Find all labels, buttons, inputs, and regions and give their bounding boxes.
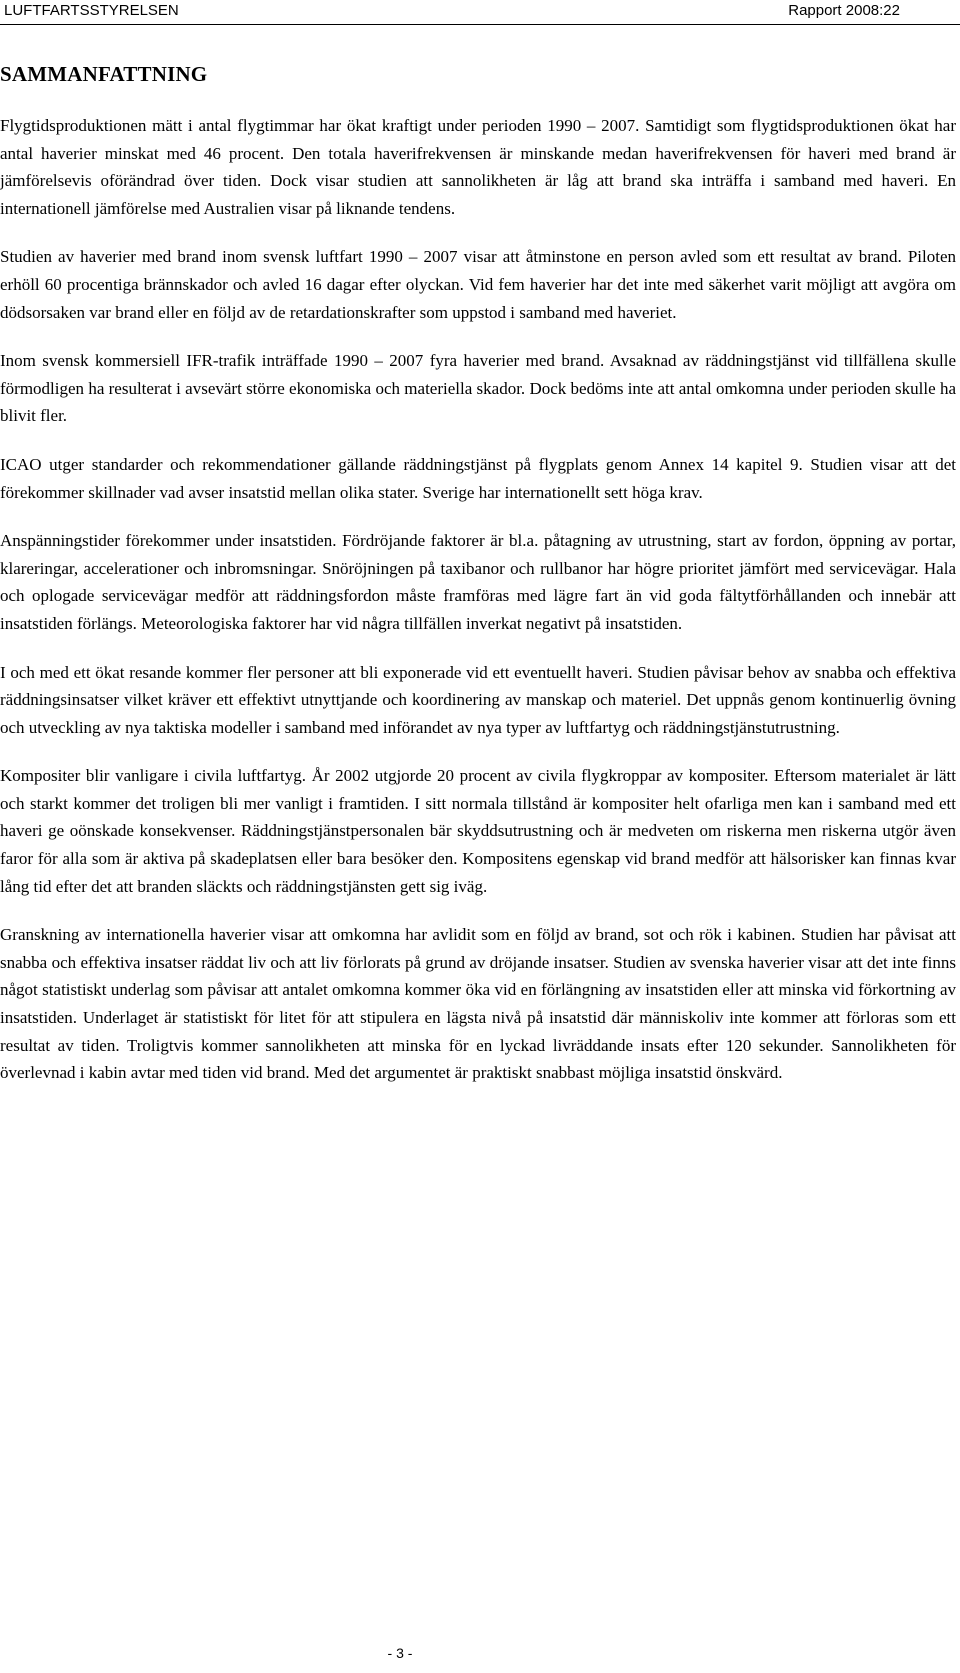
document-body [0, 60, 956, 1108]
paragraph-6: I och med ett ökat resande kommer fler personer att bli exponerade vid ett eventuellt haveri. Studien påvisar behov av snabba och effektiva räddningsinsatser vilket kräver ett effektivt utnyttjande och koordinering av manskap och materiel. Det uppnås genom kontinuerlig övning och utveckling av nya taktiska modeller i samband med införandet av nya typer av luftfartyg och räddningstjänstutrustning. [0, 662, 956, 737]
paragraph-3: Inom svensk kommersiell IFR-trafik inträffade 1990 – 2007 fyra haverier med brand. Avsaknad av räddningstjänst vid tillfällena skulle förmodligen ha resulterat i avsevärt större ekonomiska och materiella skador. Dock bedöms inte att antal omkomna under perioden skulle ha blivit fler. [0, 351, 956, 426]
paragraph-4: ICAO utger standarder och rekommendationer gällande räddningstjänst på flygplats genom Annex 14 kapitel 9. Studien visar att det förekommer skillnader vad avser insatstid mellan olika stater. Sverige har internationellt sett höga krav. [0, 454, 956, 502]
organization-name: LUFTFARTSSTYRELSEN [4, 2, 179, 19]
page-number: - 3 - [387, 1645, 413, 1661]
paragraph-7: Kompositer blir vanligare i civila luftfartyg. År 2002 utgjorde 20 procent av civila flygkroppar av kompositer. Eftersom materialet är lätt och starkt kommer det troligen bli mer vanligt i framtiden. I sitt normala tillstånd är kompositer helt ofarliga men kan i samband med ett haveri ge oönskade konsekvenser. Räddningstjänstpersonalen bär skyddsutrustning och är medveten om riskerna men riskerna utgör även faror för alla som är aktiva på skadeplatsen eller bara besöker den. Kompositens egenskap vid brand medför att hälsorisker kan finnas kvar lång tid efter det att branden släckts och räddningstjänsten gett sig iväg. [0, 766, 956, 896]
paragraph-5: Anspänningstider förekommer under insatstiden. Fördröjande faktorer är bl.a. påtagning av utrustning, start av fordon, öppning av portar, klareringar, accelerationer och inbromsningar. Snöröjningen på taxibanor och rullbanor har högre prioritet jämfört med servicevägar. Hala och oplogade servicevägar medför att räddningsfordon måste framföras med lägre fart än vid goda fältytförhållanden och innebär att insatstiden förlängs. Meteorologiska faktorer har vid några tillfällen inverkat negativt på insatstiden. [0, 531, 956, 633]
section-title: SAMMANFATTNING [0, 62, 208, 86]
paragraph-1: Flygtidsproduktionen mätt i antal flygtimmar har ökat kraftigt under perioden 1990 – 2007. Samtidigt som flygtidsproduktionen ökat har antal haverier minskat med 46 procent. Den totala haverifrekvensen är minskande medan haverifrekvensen för haveri med brand är jämförelsevis oförändrad över tiden. Dock visar studien att sannolikheten är låg att brand ska inträffa i samband med haveri. En internationell jämförelse med Australien visar på liknande tendens. [0, 116, 956, 218]
report-number: Rapport 2008:22 [788, 2, 900, 19]
paragraph-2: Studien av haverier med brand inom svensk luftfart 1990 – 2007 visar att åtminstone en person avled som ett resultat av brand. Piloten erhöll 60 procentiga brännskador och avled 16 dagar efter olyckan. Vid fem haverier har det inte med säkerhet varit möjligt att avgöra om dödsorsaken var brand eller en följd av de retardationskrafter som uppstod i samband med haveriet. [0, 247, 956, 322]
paragraph-8: Granskning av internationella haverier visar att omkomna har avlidit som en följd av brand, sot och rök i kabinen. Studien har påvisat att snabba och effektiva insatser räddat liv och att liv förlorats på grund av dröjande insatser. Studien av svenska haverier visar att det inte finns något statistiskt underlag som påvisar att antalet omkomna kommer öka vid en förlängning av insatstiden eller att minska vid förkortning av insatstiden. Underlaget är statistiskt för litet för att stipulera en lägsta nivå på insatstid där människoliv inte kommer att förloras som ett resultat av tiden. Troligtvis kommer sannolikheten att minska för en lyckad livräddande insats efter 120 sekunder. Sannolikheten för överlevnad i kabin avtar med tiden vid brand. Med det argumentet är praktiskt snabbast möjliga insatstid önskvärd. [0, 925, 956, 1083]
page-header [0, 0, 960, 25]
